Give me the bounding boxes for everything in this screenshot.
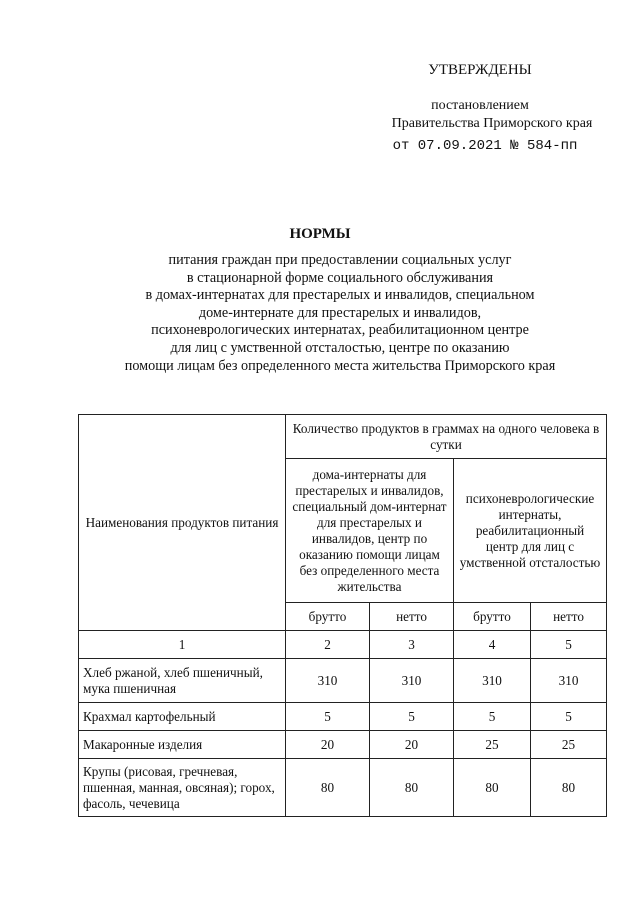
table-row: [79, 703, 607, 731]
value-cell: 80: [454, 759, 531, 817]
value-cell: 310: [370, 659, 454, 703]
col-number: 4: [454, 631, 531, 659]
approval-heading: УТВЕРЖДЕНЫ: [428, 62, 532, 78]
value-cell: 20: [370, 731, 454, 759]
subheader-netto: нетто: [370, 603, 454, 631]
subtitle-line: помощи лицам без определенного места жительства Приморского края: [124, 357, 556, 374]
subheader-brutto: брутто: [454, 603, 531, 631]
value-cell: 80: [286, 759, 370, 817]
product-name: Макаронные изделия: [79, 731, 286, 759]
value-cell: 80: [531, 759, 607, 817]
approval-by: постановлением: [431, 98, 529, 113]
table-row: [79, 759, 607, 817]
subtitle-line: для лиц с умственной отсталостью, центре по оказанию: [170, 339, 510, 356]
value-cell: 5: [370, 703, 454, 731]
table-row: [79, 659, 607, 703]
subtitle-line: доме-интернате для престарелых и инвалидов,: [198, 304, 482, 321]
col-header-quantity: Количество продуктов в граммах на одного человека в сутки: [286, 415, 607, 459]
value-cell: 310: [454, 659, 531, 703]
product-name: Крупы (рисовая, гречневая, пшенная, манная, овсяная); горох, фасоль, чечевица: [79, 759, 286, 817]
value-cell: 20: [286, 731, 370, 759]
column-numbers-row: [79, 631, 607, 659]
subtitle-line: в домах-интернатах для престарелых и инвалидов, специальном: [145, 287, 535, 304]
col-header-group1: дома-интернаты для престарелых и инвалидов, специальный дом-интернат для престарелых и инвалидов, центр по оказанию помощи лицам без определенного места жительства: [286, 459, 454, 603]
document-title: НОРМЫ: [289, 226, 351, 242]
subtitle-line: питания граждан при предоставлении социальных услуг: [168, 252, 512, 268]
value-cell: 5: [531, 703, 607, 731]
value-cell: 5: [286, 703, 370, 731]
approval-authority: Правительства Приморского края: [391, 116, 593, 131]
value-cell: 310: [286, 659, 370, 703]
subheader-netto: нетто: [531, 603, 607, 631]
col-header-name: Наименования продуктов питания: [79, 415, 286, 631]
col-number: 2: [286, 631, 370, 659]
product-name: Крахмал картофельный: [79, 703, 286, 731]
value-cell: 310: [531, 659, 607, 703]
col-number: 1: [79, 631, 286, 659]
subheader-brutto: брутто: [286, 603, 370, 631]
value-cell: 25: [531, 731, 607, 759]
col-number: 3: [370, 631, 454, 659]
norms-table: [78, 414, 607, 817]
subtitle-line: в стационарной форме социального обслуживания: [186, 269, 494, 286]
table-row: [79, 731, 607, 759]
value-cell: 80: [370, 759, 454, 817]
value-cell: 5: [454, 703, 531, 731]
value-cell: 25: [454, 731, 531, 759]
subtitle-line: психоневрологических интернатах, реабилитационном центре: [151, 322, 529, 339]
col-number: 5: [531, 631, 607, 659]
col-header-group2: психоневрологические интернаты, реабилитационный центр для лиц с умственной отсталостью: [454, 459, 607, 603]
approval-date-number: от 07.09.2021 № 584-пп: [392, 138, 578, 154]
document-subtitle: [80, 252, 600, 375]
product-name: Хлеб ржаной, хлеб пшеничный, мука пшеничная: [79, 659, 286, 703]
